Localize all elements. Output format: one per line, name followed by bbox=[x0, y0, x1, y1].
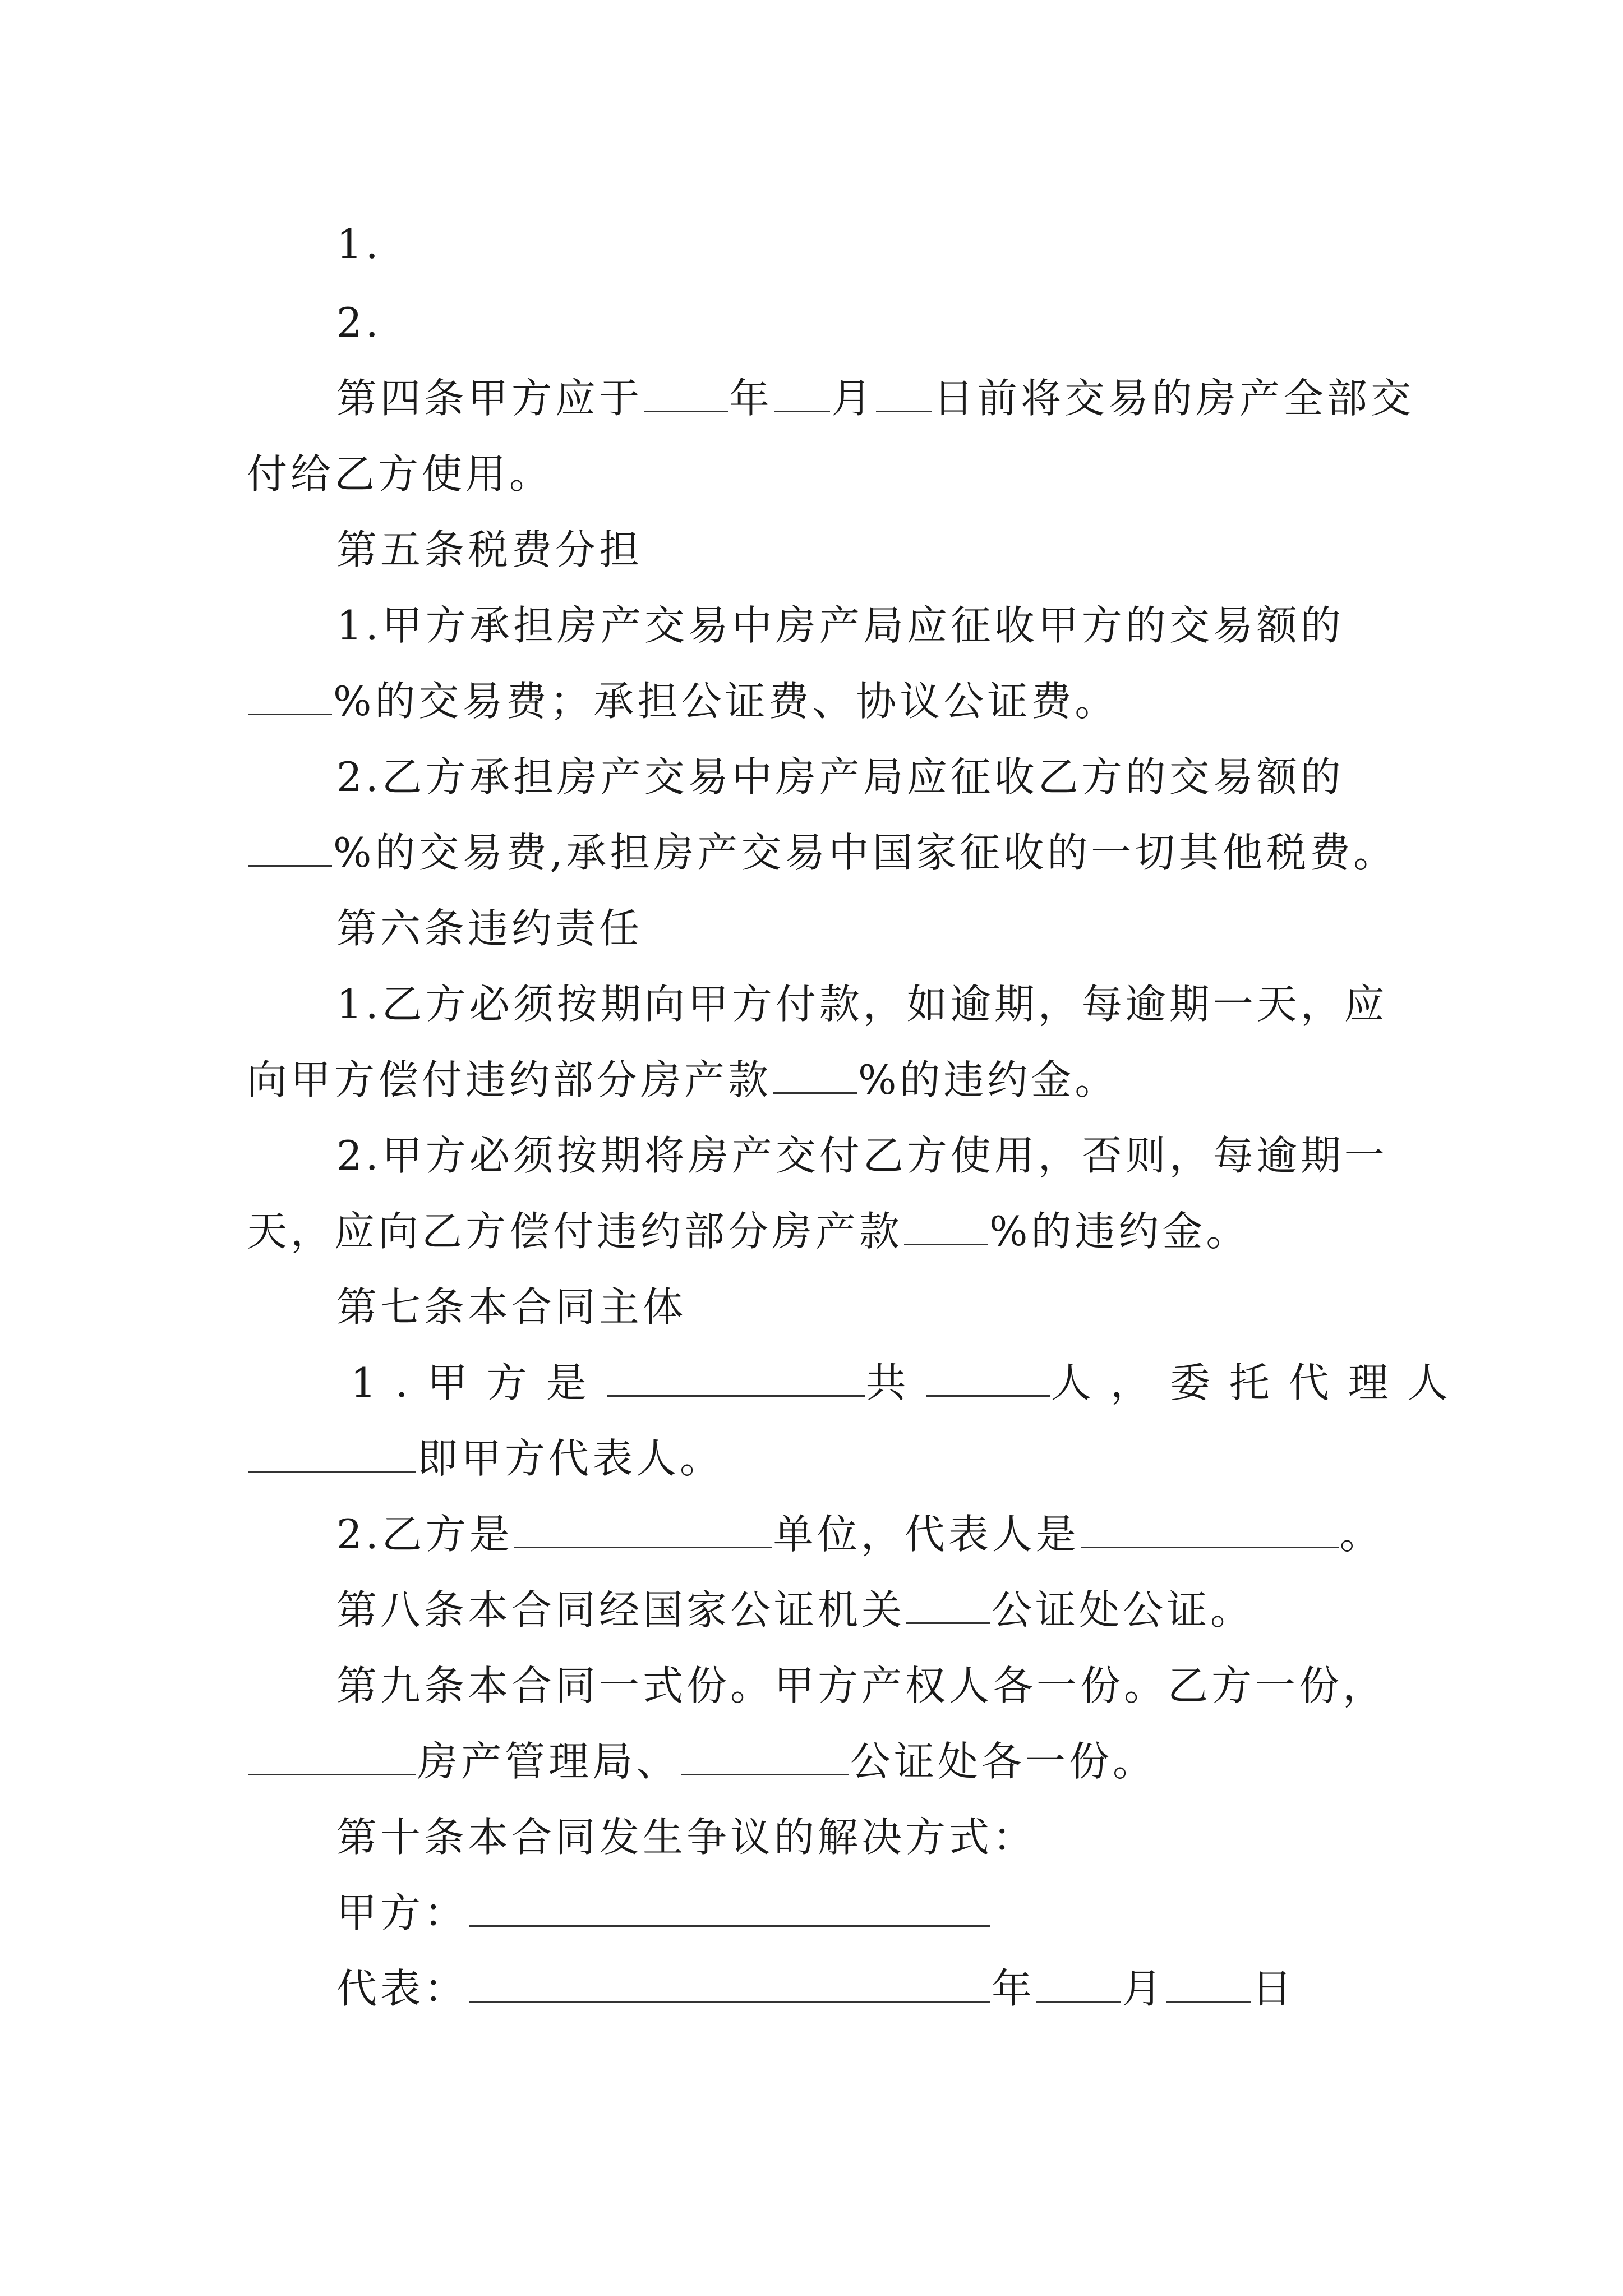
article-6-line-1 bbox=[336, 976, 1388, 1032]
text: 2.乙方承担房产交易中房产局应征收乙方的交易额的 bbox=[336, 753, 1344, 800]
list-item-1 bbox=[336, 216, 382, 272]
article-7-line-1 bbox=[351, 1355, 1467, 1411]
article-6-line-4 bbox=[247, 1203, 1249, 1259]
blank-party-a bbox=[607, 1355, 865, 1397]
blank-day bbox=[876, 370, 932, 412]
text: 向甲方偿付违约部分房产款 bbox=[247, 1056, 772, 1103]
heading: 第五条税费分担 bbox=[336, 526, 643, 573]
text: 单位，代表人是 bbox=[773, 1511, 1080, 1558]
signature-line bbox=[469, 1961, 990, 2003]
text: 2.甲方必须按期将房产交付乙方使用，否则，每逾期一 bbox=[336, 1132, 1388, 1179]
text: 公证处公证。 bbox=[992, 1586, 1255, 1634]
label: 代表： bbox=[336, 1965, 468, 2012]
blank-count bbox=[926, 1355, 1050, 1397]
text: %的违约金。 bbox=[989, 1208, 1250, 1255]
signature-line bbox=[469, 1885, 990, 1927]
text: 天，应向乙方偿付违约部分房产款 bbox=[247, 1208, 903, 1255]
text: 2.乙方是 bbox=[336, 1511, 513, 1558]
text: %的交易费；承担公证费、协议公证费。 bbox=[333, 678, 1119, 725]
blank-percent bbox=[773, 1052, 857, 1094]
text: 公证处各一份。 bbox=[850, 1738, 1157, 1785]
article-7-title bbox=[336, 1279, 686, 1335]
article-4-line-1 bbox=[336, 370, 1414, 426]
heading: 第六条违约责任 bbox=[336, 905, 643, 952]
article-5-line-3 bbox=[336, 749, 1344, 805]
item-number: 2. bbox=[336, 299, 382, 346]
article-9-line-2 bbox=[247, 1733, 1156, 1789]
blank-percent bbox=[904, 1203, 988, 1245]
blank-percent bbox=[248, 825, 332, 867]
text: 1.甲方是 bbox=[351, 1359, 606, 1406]
text: 日前将交易的房产全部交 bbox=[933, 375, 1415, 422]
blank-party-b bbox=[514, 1506, 772, 1548]
article-5-line-2 bbox=[247, 673, 1118, 729]
blank-representative bbox=[1081, 1506, 1339, 1548]
blank-notary-office bbox=[681, 1733, 849, 1775]
text: 1.乙方必须按期向甲方付款，如逾期，每逾期一天，应 bbox=[336, 981, 1388, 1028]
text: 年 bbox=[729, 375, 773, 422]
text: 第八条本合同经国家公证机关 bbox=[336, 1586, 906, 1634]
label: 甲方： bbox=[336, 1889, 468, 1936]
text: 房产管理局、 bbox=[417, 1738, 680, 1785]
blank-year bbox=[644, 370, 728, 412]
article-9-line-1 bbox=[336, 1658, 1386, 1714]
text: 1.甲方承担房产交易中房产局应征收甲方的交易额的 bbox=[336, 602, 1344, 649]
article-6-line-3 bbox=[336, 1128, 1388, 1184]
party-a-signature bbox=[336, 1885, 992, 1941]
article-10-title bbox=[336, 1809, 1036, 1865]
text: 第四条甲方应于 bbox=[336, 375, 643, 422]
text: 共 bbox=[865, 1359, 925, 1406]
text: %的违约金。 bbox=[858, 1056, 1119, 1103]
blank-percent bbox=[248, 673, 332, 715]
text: 月 bbox=[831, 375, 875, 422]
blank-day bbox=[1166, 1961, 1251, 2003]
article-6-title bbox=[336, 900, 643, 956]
text: 。 bbox=[1339, 1511, 1384, 1558]
text: 月 bbox=[1122, 1965, 1166, 2012]
text: 人，委托代理人 bbox=[1050, 1359, 1467, 1406]
heading: 第十条本合同发生争议的解决方式： bbox=[336, 1814, 1037, 1861]
article-7-line-2 bbox=[247, 1430, 723, 1487]
blank-month bbox=[1036, 1961, 1121, 2003]
article-5-line-1 bbox=[336, 597, 1344, 654]
representative-signature bbox=[336, 1961, 1295, 2017]
blank-notary bbox=[906, 1582, 990, 1624]
list-item-2 bbox=[336, 295, 382, 351]
text: %的交易费,承担房产交易中国家征收的一切其他税费。 bbox=[333, 829, 1398, 876]
blank-housing-bureau bbox=[248, 1733, 416, 1775]
item-number: 1. bbox=[336, 220, 382, 268]
article-4-line-2 bbox=[247, 446, 553, 502]
text: 年 bbox=[992, 1965, 1036, 2012]
heading: 第七条本合同主体 bbox=[336, 1283, 687, 1331]
blank-agent bbox=[248, 1430, 416, 1473]
text: 即甲方代表人。 bbox=[417, 1435, 724, 1482]
text: 日 bbox=[1252, 1965, 1296, 2012]
article-8 bbox=[336, 1582, 1254, 1638]
article-5-title bbox=[336, 522, 643, 578]
article-7-line-3 bbox=[336, 1506, 1384, 1562]
blank-month bbox=[774, 370, 830, 412]
article-5-line-4 bbox=[247, 825, 1397, 881]
article-6-line-2 bbox=[247, 1052, 1118, 1108]
text: 付给乙方使用。 bbox=[247, 450, 554, 498]
text: 第九条本合同一式份。甲方产权人各一份。乙方一份， bbox=[336, 1662, 1387, 1709]
